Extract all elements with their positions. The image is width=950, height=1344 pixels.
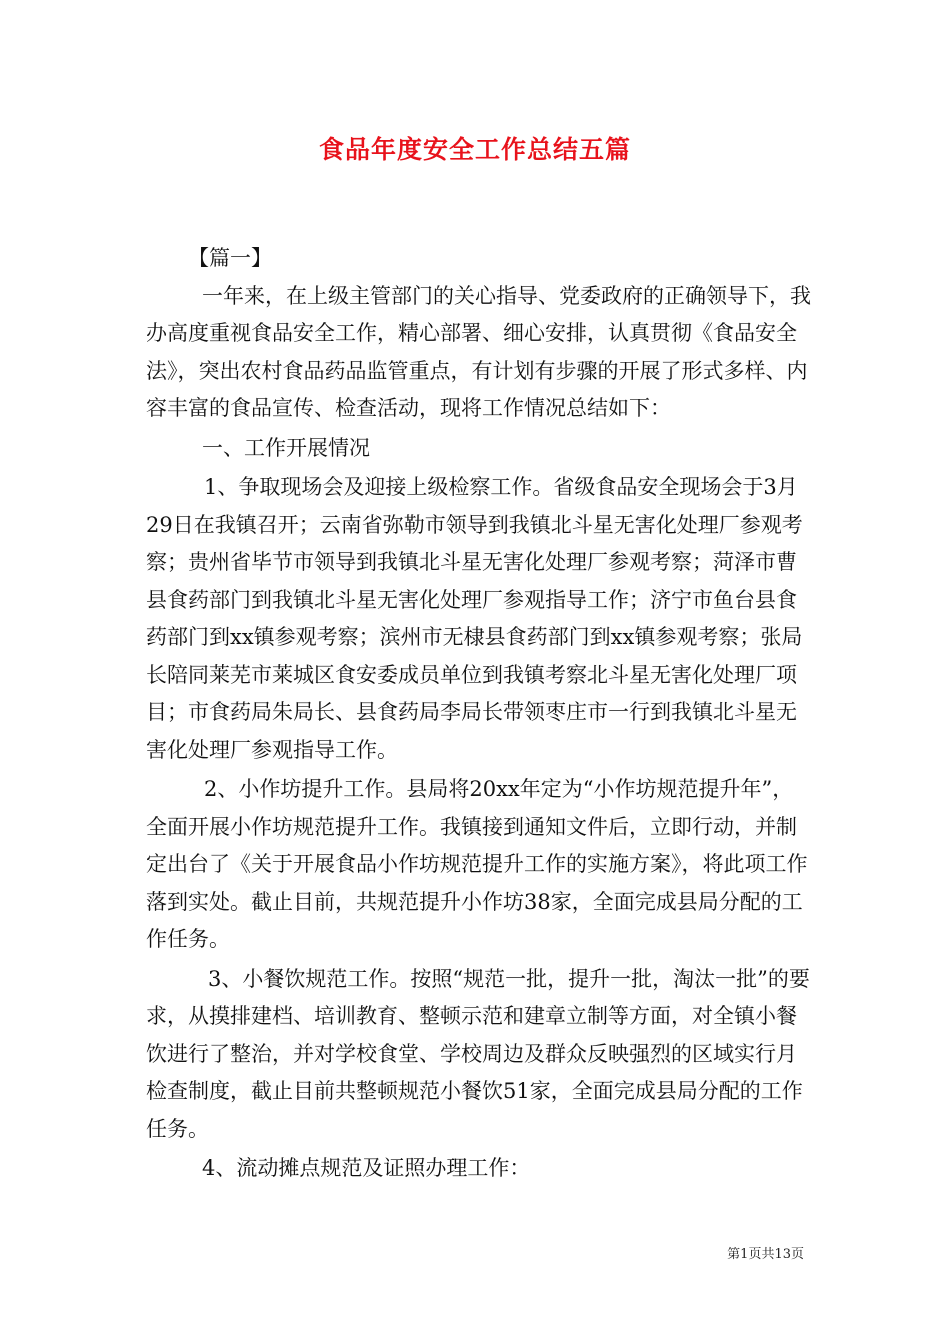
section-label: 【篇一】: [188, 246, 272, 270]
document-title: 食品年度安全工作总结五篇: [318, 135, 631, 164]
paragraph-intro: 一年来，在上级主管部门的关心指导、党委政府的正确领导下，我办高度重视食品安全工作，精心部署、细心安排，认真贯彻《食品安全法》，突出农村食品药品监管重点，有计划有步骤的开展了形式多样、内容丰富的食品宣传、检查活动，现将工作情况总结如下：: [146, 283, 811, 420]
document-body: [146, 240, 814, 1188]
paragraph-item-3: 3、小餐饮规范工作。按照“规范一批，提升一批，淘汰一批”的要求，从摸排建档、培训教育、整顿示范和建章立制等方面，对全镇小餐饮进行了整治，并对学校食堂、学校周边及群众反映强烈的区域实行月检查制度，截止目前共整顿规范小餐饮51家，全面完成县局分配的工作任务。: [146, 966, 810, 1141]
page-number-footer: 第1页共13页: [727, 1247, 804, 1262]
heading-work-progress: 一、工作开展情况: [202, 435, 370, 460]
paragraph-item-2: 2、小作坊提升工作。县局将20xx年定为“小作坊规范提升年”，全面开展小作坊规范提升工作。我镇接到通知文件后，立即行动，并制定出台了《关于开展食品小作坊规范提升工作的实施方案》，将此项工作落到实处。截止目前，共规范提升小作坊38家，全面完成县局分配的工作任务。: [146, 777, 808, 951]
paragraph-item-1: 1、争取现场会及迎接上级检察工作。省级食品安全现场会于3月29日在我镇召开；云南省弥勒市领导到我镇北斗星无害化处理厂参观考察；贵州省毕节市领导到我镇北斗星无害化处理厂参观考察；菏泽市曹县食药部门到我镇北斗星无害化处理厂参观指导工作；济宁市鱼台县食药部门到xx镇参观考察；滨州市无棣县食药部门到xx镇参观考察；张局长陪同莱芜市莱城区食安委成员单位到我镇考察北斗星无害化处理厂项目；市食药局朱局长、县食药局李局长带领枣庄市一行到我镇北斗星无害化处理厂参观指导工作。: [146, 475, 803, 762]
paragraph-item-4: 4、流动摊点规范及证照办理工作：: [202, 1156, 531, 1180]
